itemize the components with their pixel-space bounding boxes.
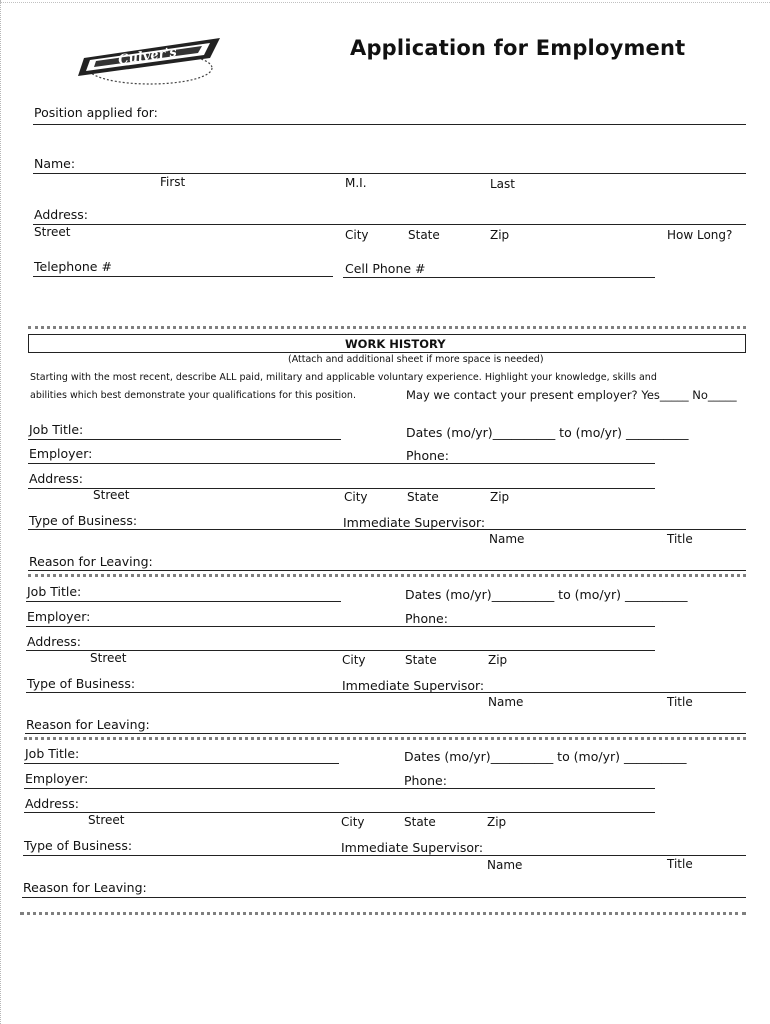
job-title-label: Job Title: (29, 422, 84, 437)
employer-label: Employer: (27, 609, 91, 624)
telephone-line[interactable] (33, 276, 333, 277)
job-title-line[interactable] (28, 439, 341, 440)
street-caption: Street (90, 651, 127, 665)
address-city-caption: City (345, 228, 369, 242)
business-type-label: Type of Business: (29, 513, 138, 528)
work-history-instructions-2: abilities which best demonstrate your qualifications for this position. (30, 390, 356, 401)
telephone-label: Telephone # (34, 259, 112, 274)
name-last-caption: Last (490, 177, 515, 191)
address-label: Address: (34, 207, 88, 222)
business-type-label: Type of Business: (24, 838, 133, 853)
address-label: Address: (25, 796, 79, 811)
reason-leaving-label: Reason for Leaving: (23, 880, 147, 895)
employer-line[interactable] (26, 626, 655, 627)
position-line[interactable] (33, 124, 746, 125)
name-first-caption: First (160, 175, 186, 189)
reason-leaving-label: Reason for Leaving: (29, 554, 153, 569)
dates-field[interactable]: Dates (mo/yr)__________ to (mo/yr) __________ (406, 425, 689, 440)
employer-line[interactable] (24, 788, 655, 789)
city-caption: City (341, 815, 365, 829)
business-type-label: Type of Business: (27, 676, 136, 691)
cell-phone-line[interactable] (343, 277, 655, 278)
supervisor-title-caption: Title (667, 532, 693, 546)
zip-caption: Zip (488, 653, 508, 667)
supervisor-name-caption: Name (488, 695, 524, 709)
name-label: Name: (34, 156, 76, 171)
job-divider (24, 737, 746, 740)
address-street-caption: Street (34, 225, 71, 239)
supervisor-label: Immediate Supervisor: (342, 678, 485, 693)
city-caption: City (342, 653, 366, 667)
employer-line[interactable] (28, 463, 655, 464)
supervisor-title-caption: Title (667, 695, 693, 709)
dates-field[interactable]: Dates (mo/yr)__________ to (mo/yr) __________ (405, 587, 688, 602)
zip-caption: Zip (490, 490, 510, 504)
address-line[interactable] (33, 224, 746, 225)
supervisor-title-caption: Title (667, 857, 693, 871)
supervisor-name-caption: Name (487, 858, 523, 872)
page-title: Application for Employment (350, 36, 686, 60)
phone-label: Phone: (404, 773, 447, 788)
scan-top-artifact (0, 2, 770, 3)
address-label: Address: (29, 471, 83, 486)
logo-text: Culver's (117, 45, 178, 69)
employer-label: Employer: (25, 771, 89, 786)
phone-label: Phone: (405, 611, 448, 626)
business-line[interactable] (23, 855, 746, 856)
job-title-line[interactable] (26, 601, 341, 602)
reason-leaving-label: Reason for Leaving: (26, 717, 150, 732)
street-caption: Street (88, 813, 125, 827)
supervisor-label: Immediate Supervisor: (343, 515, 486, 530)
address-howlong-caption: How Long? (667, 228, 733, 242)
supervisor-name-caption: Name (489, 532, 525, 546)
dates-field[interactable]: Dates (mo/yr)__________ to (mo/yr) __________ (404, 749, 687, 764)
reason-line[interactable] (28, 570, 746, 571)
address-label: Address: (27, 634, 81, 649)
state-caption: State (407, 490, 439, 504)
name-line[interactable] (33, 173, 746, 174)
address-zip-caption: Zip (490, 228, 510, 242)
name-mi-caption: M.I. (345, 176, 367, 190)
state-caption: State (405, 653, 437, 667)
position-label: Position applied for: (34, 105, 158, 120)
scan-edge-artifact (0, 0, 5, 1024)
job-title-label: Job Title: (25, 746, 80, 761)
reason-line[interactable] (22, 897, 746, 898)
work-history-instructions-1: Starting with the most recent, describe ALL paid, military and applicable voluntary experience. Highlight your knowledge, skills and (30, 372, 657, 383)
section-divider (28, 326, 746, 329)
employer-label: Employer: (29, 446, 93, 461)
work-history-heading: WORK HISTORY (345, 337, 446, 351)
city-caption: City (344, 490, 368, 504)
state-caption: State (404, 815, 436, 829)
zip-caption: Zip (487, 815, 507, 829)
contact-employer-question[interactable]: May we contact your present employer? Yes_____ No_____ (406, 388, 737, 402)
cell-phone-label: Cell Phone # (345, 261, 426, 276)
work-history-note: (Attach and additional sheet if more space is needed) (288, 354, 544, 365)
address-state-caption: State (408, 228, 440, 242)
job-title-label: Job Title: (27, 584, 82, 599)
job-divider (28, 574, 746, 577)
company-logo (70, 28, 230, 90)
supervisor-label: Immediate Supervisor: (341, 840, 484, 855)
street-caption: Street (93, 488, 130, 502)
reason-line[interactable] (25, 733, 746, 734)
phone-label: Phone: (406, 448, 449, 463)
page-bottom-divider (20, 912, 746, 915)
job-title-line[interactable] (24, 763, 339, 764)
